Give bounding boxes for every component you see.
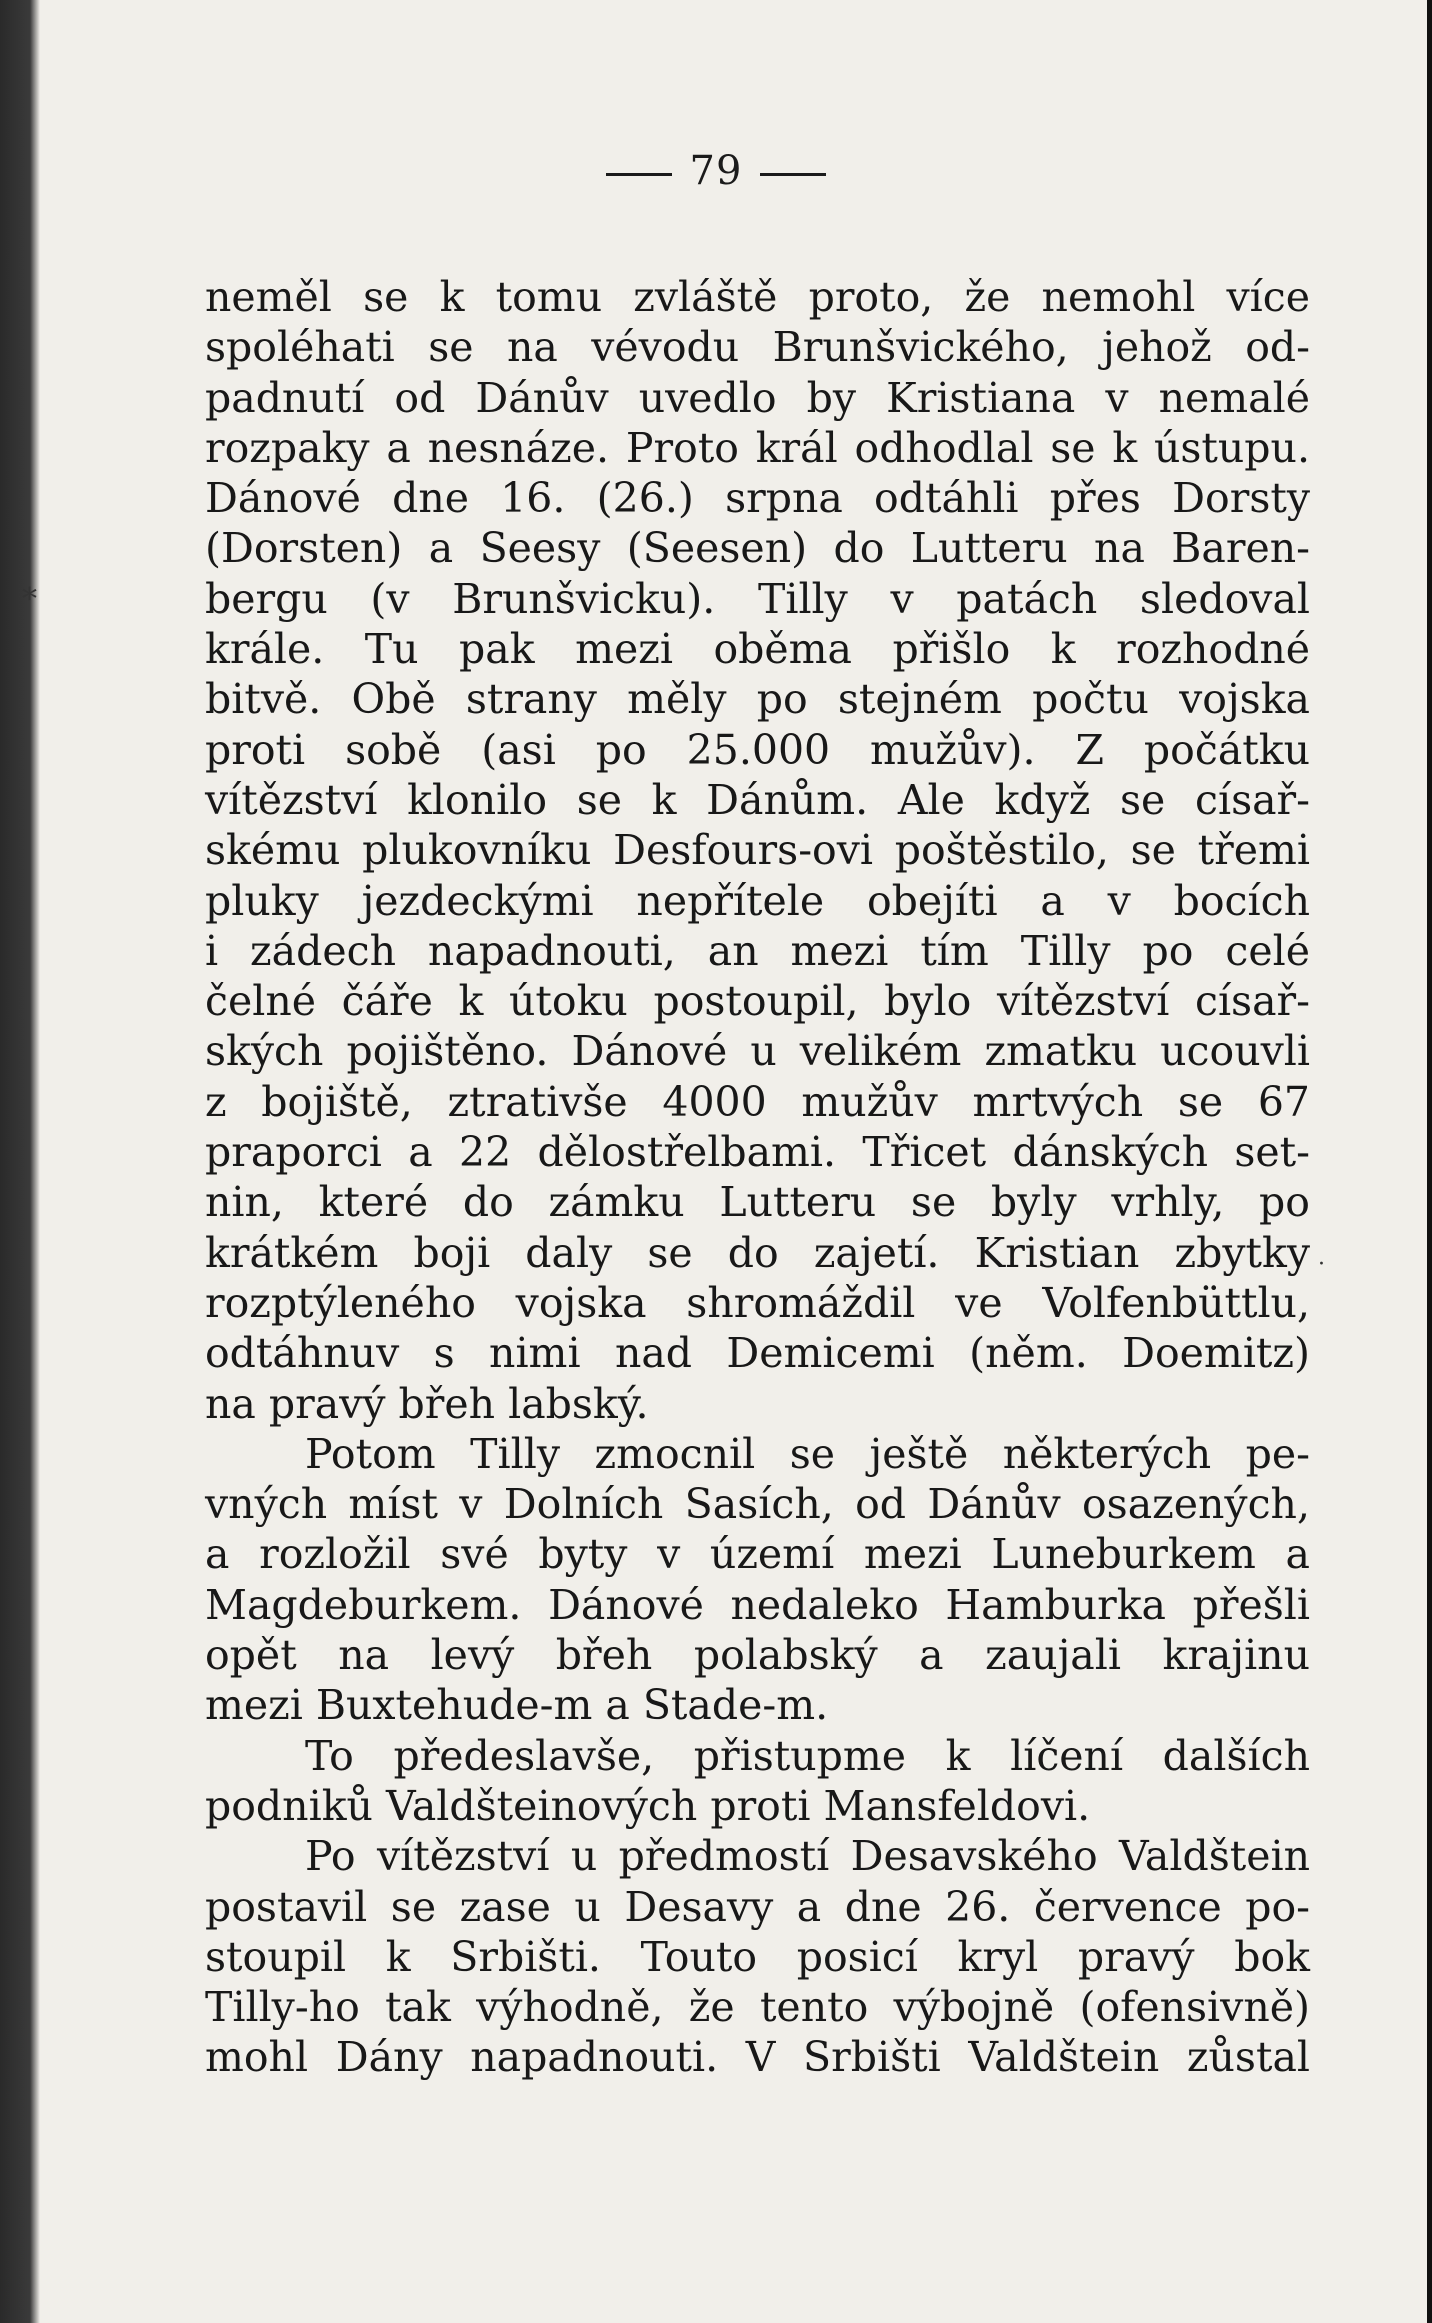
text-line: praporci a 22 dělostřelbami. Třicet dánských set- <box>205 1128 1310 1177</box>
text-line: nin, které do zámku Lutteru se byly vrhly, po <box>205 1178 1310 1227</box>
text-line: To předeslavše, přistupme k líčení dalších <box>305 1731 1310 1780</box>
text-line: krále. Tu pak mezi oběma přišlo k rozhodné <box>205 625 1310 674</box>
margin-mark: · <box>1318 1252 1325 1277</box>
text-line: z bojiště, ztrativše 4000 mužův mrtvých se 67 <box>205 1077 1310 1126</box>
margin-mark: * <box>22 582 37 617</box>
text-line: opět na levý břeh polabský a zaujali krajinu <box>205 1631 1310 1680</box>
text-line: ských pojištěno. Dánové u velikém zmatku ucouvli <box>205 1027 1310 1076</box>
text-line: a rozložil své byty v území mezi Luneburkem a <box>205 1530 1310 1579</box>
text-line: bitvě. Obě strany měly po stejném počtu vojska <box>205 675 1310 724</box>
text-line: vných míst v Dolních Sasích, od Dánův osazených, <box>205 1480 1310 1529</box>
text-line: bergu (v Brunšvicku). Tilly v patách sledoval <box>205 574 1310 623</box>
text-line: pluky jezdeckými nepřítele obejíti a v bocích <box>205 876 1310 925</box>
text-line: Tilly-ho tak výhodně, že tento výbojně (ofensivně) <box>205 1983 1310 2032</box>
text-line: stoupil k Srbišti. Touto posicí kryl pravý bok <box>205 1932 1310 1981</box>
page-spine-shadow <box>0 0 40 2323</box>
page-right-edge <box>1427 0 1432 2323</box>
text-line: vítězství klonilo se k Dánům. Ale když se císař- <box>205 775 1310 824</box>
text-line: čelné čáře k útoku postoupil, bylo vítězství císař- <box>205 977 1310 1026</box>
text-line: odtáhnuv s nimi nad Demicemi (něm. Doemitz) <box>205 1329 1310 1378</box>
page-number-dash-right <box>760 173 826 176</box>
text-line: krátkém boji daly se do zajetí. Kristian zbytky <box>205 1228 1310 1277</box>
text-line: rozptýleného vojska shromáždil ve Volfenbüttlu, <box>205 1278 1310 1327</box>
page-number-dash-left <box>606 173 672 176</box>
page-number <box>0 148 1432 194</box>
text-line: padnutí od Dánův uvedlo by Kristiana v nemalé <box>205 373 1310 422</box>
text-line: Potom Tilly zmocnil se ještě některých pe- <box>305 1429 1310 1478</box>
page-number-value: 79 <box>689 148 743 194</box>
text-line: rozpaky a nesnáze. Proto král odhodlal se k ústupu. <box>205 423 1310 472</box>
text-line: Dánové dne 16. (26.) srpna odtáhli přes Dorsty <box>205 474 1310 523</box>
text-line: mezi Buxtehude-m a Stade-m. <box>205 1681 829 1730</box>
body-text <box>205 272 1310 2083</box>
text-line: proti sobě (asi po 25.000 mužův). Z počátku <box>205 725 1310 774</box>
text-line: neměl se k tomu zvláště proto, že nemohl více <box>205 273 1310 321</box>
text-line: Magdeburkem. Dánové nedaleko Hamburka přešli <box>205 1580 1310 1629</box>
text-line: podniků Valdšteinových proti Mansfeldovi. <box>205 1781 1091 1830</box>
text-line: i zádech napadnouti, an mezi tím Tilly po celé <box>205 926 1310 975</box>
text-line: Po vítězství u předmostí Desavského Valdštein <box>305 1832 1310 1881</box>
text-line: spoléhati se na vévodu Brunšvického, jehož od- <box>205 323 1310 372</box>
text-line: (Dorsten) a Seesy (Seesen) do Lutteru na Baren- <box>205 524 1310 573</box>
text-line: na pravý břeh labský. <box>205 1379 649 1428</box>
text-line: postavil se zase u Desavy a dne 26. července po- <box>205 1882 1310 1931</box>
text-line: mohl Dány napadnouti. V Srbišti Valdštein zůstal <box>205 2033 1310 2082</box>
text-line: skému plukovníku Desfours-ovi poštěstilo, se třemi <box>205 826 1310 875</box>
